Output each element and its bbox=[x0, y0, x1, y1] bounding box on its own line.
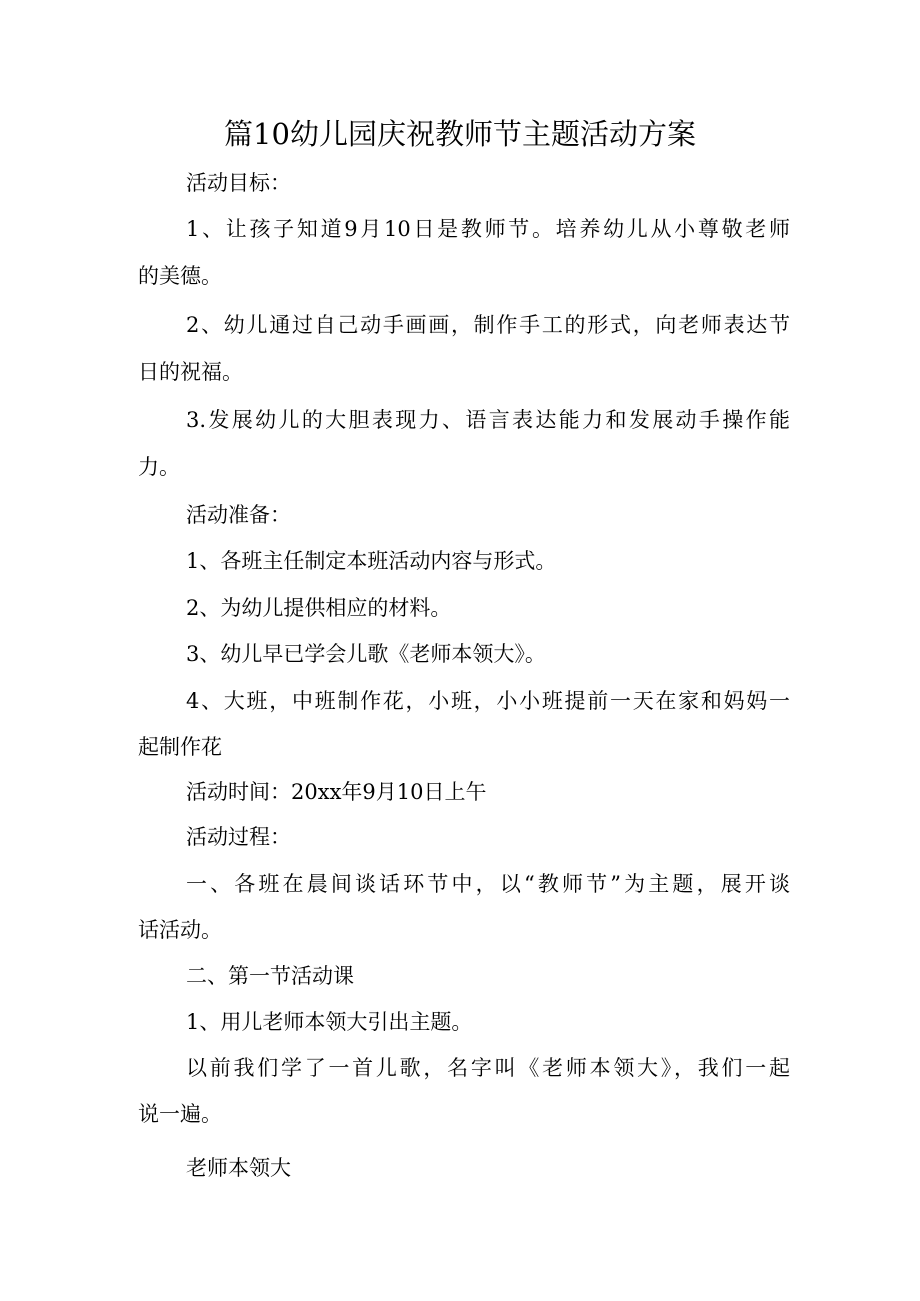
paragraph-line: 3.发展幼儿的大胆表现力、语言表达能力和发展动手操作能 bbox=[186, 408, 790, 432]
paragraph-line: 2、为幼儿提供相应的材料。 bbox=[186, 596, 452, 620]
paragraph-line: 起制作花 bbox=[138, 735, 222, 759]
paragraph-line: 日的祝福。 bbox=[138, 360, 243, 384]
paragraph-line: 以前我们学了一首儿歌，名字叫《老师本领大》，我们一起 bbox=[186, 1056, 790, 1080]
document-title: 篇10幼儿园庆祝教师节主题活动方案 bbox=[224, 117, 696, 151]
paragraph-line: 1、各班主任制定本班活动内容与形式。 bbox=[186, 549, 557, 573]
paragraph-line: 说一遍。 bbox=[138, 1102, 222, 1126]
paragraph-line: 二、第一节活动课 bbox=[186, 964, 354, 988]
paragraph-line: 一、各班在晨间谈话环节中，以“教师节”为主题，展开谈 bbox=[186, 872, 790, 896]
paragraph-line: 1、用儿老师本领大引出主题。 bbox=[186, 1010, 473, 1034]
paragraph-line: 话活动。 bbox=[138, 918, 222, 942]
paragraph-line: 2、幼儿通过自己动手画画，制作手工的形式，向老师表达节 bbox=[186, 313, 790, 337]
section-heading-preparation: 活动准备： bbox=[186, 503, 291, 527]
paragraph-line: 的美德。 bbox=[138, 264, 222, 288]
paragraph-line: 力。 bbox=[138, 455, 180, 479]
section-heading-time: 活动时间：20xx年9月10日上午 bbox=[186, 780, 487, 804]
poem-title: 老师本领大 bbox=[186, 1156, 291, 1180]
section-heading-process: 活动过程： bbox=[186, 825, 291, 849]
paragraph-line: 1、让孩子知道9月10日是教师节。培养幼儿从小尊敬老师 bbox=[186, 217, 790, 241]
paragraph-line: 4、大班，中班制作花，小班，小小班提前一天在家和妈妈一 bbox=[186, 689, 790, 713]
paragraph-line: 3、幼儿早已学会儿歌《老师本领大》。 bbox=[186, 642, 546, 666]
section-heading-goals: 活动目标： bbox=[186, 171, 291, 195]
